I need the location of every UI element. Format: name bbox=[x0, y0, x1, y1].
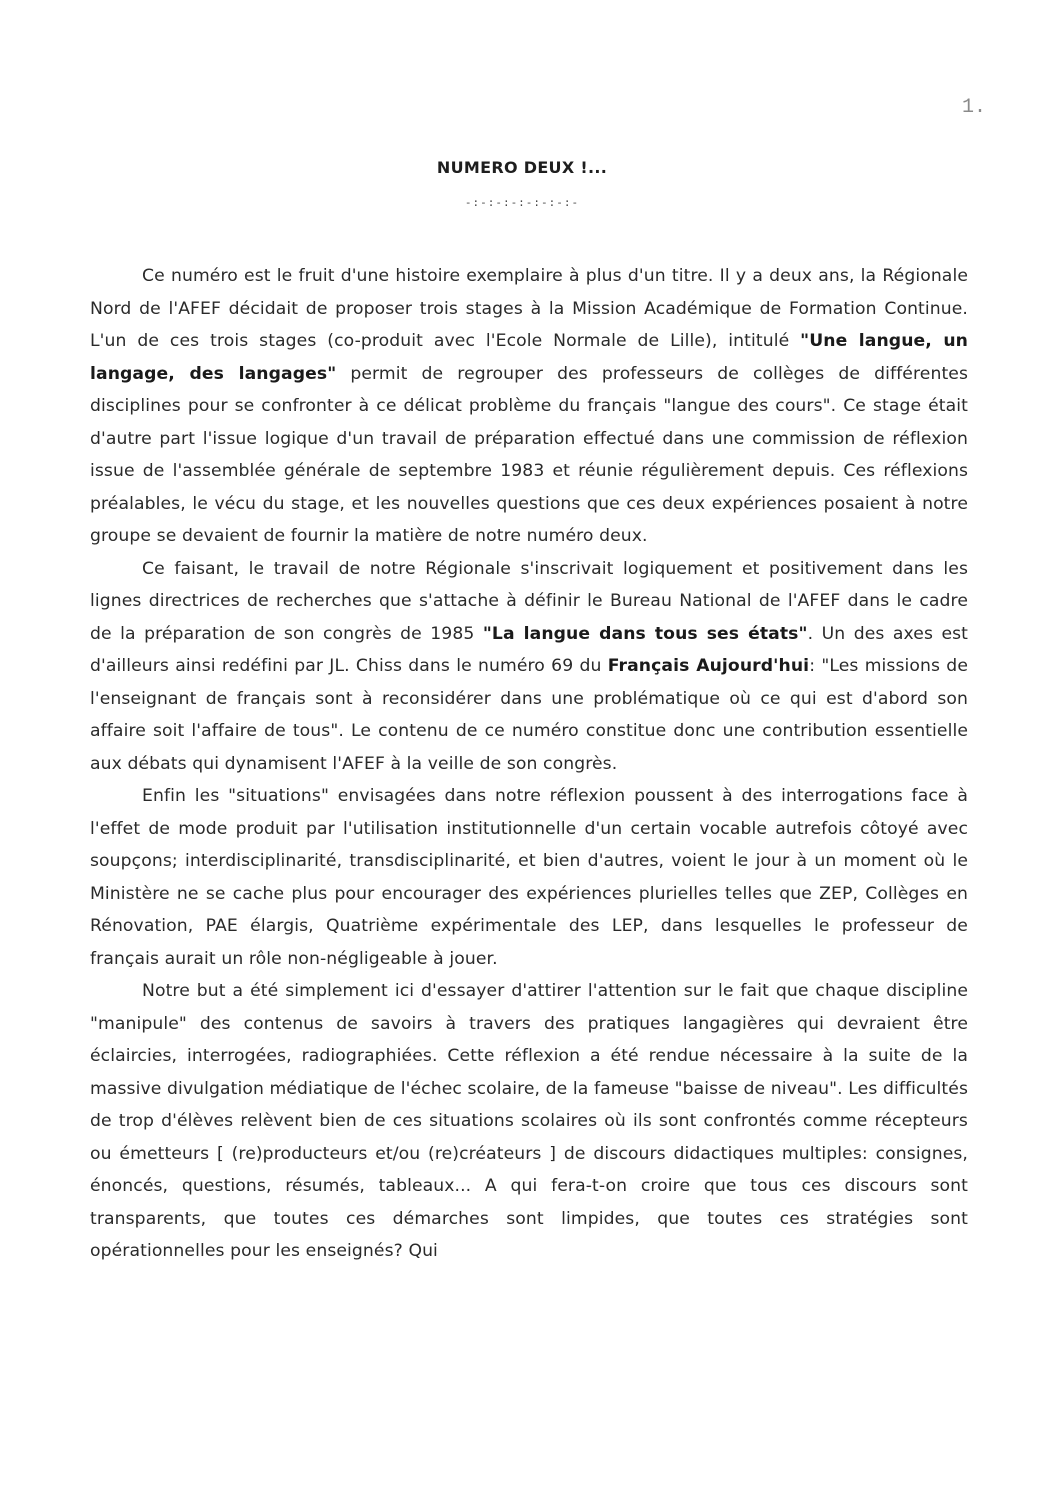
text-segment: permit de regrouper des professeurs de collèges de différentes disciplines pour se confronter à ce délicat problème du français "langue des cours". Ce stage était d'autre part l'issue logique d'un travail de préparation effectué dans une commission de réflexion issue de l'assemblée générale de septembre 1983 et réunie régulièrement depuis. Ces réflexions préalables, le vécu du stage, et les nouvelles questions que ces deux expériences posaient à notre groupe se devaient de fournir la matière de notre numéro deux. bbox=[90, 363, 969, 546]
text-segment: . Un des axes est d'ailleurs ainsi redéfini par JL. Chiss dans le numéro 69 du bbox=[90, 623, 969, 676]
text-segment: Enfin les "situations" envisagées dans notre réflexion poussent à des interrogations face à l'effet de mode produit par l'utilisation institutionnelle d'un certain vocable autrefois côtoyé avec soupçons; interdisciplinarité, transdisciplinarité, et bien d'autres, voient le jour à un moment où le Ministère ne se cache plus pour encourager des expériences plurielles telles que ZEP, Collèges en Rénovation, PAE élargis, Quatrième expérimentale des LEP, dans lesquelles le professeur de français aurait un rôle non-négligeable à jouer. bbox=[90, 786, 968, 969]
text-segment: Ce numéro est le fruit d'une histoire exemplaire à plus d'un titre. Il y a deux ans, la Régionale Nord de l'AFEF décidait de proposer trois stages à la Mission Académique de Formation Continue. L'un de ces trois stages (co-produit avec l'Ecole Normale de Lille), intitulé bbox=[90, 266, 968, 351]
text-segment: Ce faisant, le travail de notre Régionale s'inscrivait logiquement et positivement dans les lignes directrices de recherches que s'attache à définir le Bureau National de l'AFEF dans le cadre de la préparation de son congrès de 1985 bbox=[90, 558, 968, 644]
congress-title-emphasis: "La langue dans tous ses états" bbox=[482, 623, 808, 644]
paragraph-4 bbox=[90, 975, 968, 1268]
text-segment: Notre but a été simplement ici d'essayer d'attirer l'attention sur le fait que chaque discipline "manipule" des contenus de savoirs à travers des pratiques langagières qui devraient être éclaircies, interrogées, radiographiées. Cette réflexion a été rendue nécessaire à la suite de la massive divulgation médiatique de l'échec scolaire, de la fameuse "baisse de niveau". Les difficultés de trop d'élèves relèvent bien de ces situations scolaires où ils sont confrontés comme récepteurs ou émetteurs [ (re)producteurs et/ou (re)créateurs ] de discours didactiques multiples: consignes, énoncés, questions, résumés, tableaux... A qui fera-t-on croire que tous ces discours sont transparents, que toutes ces démarches sont limpides, que toutes ces stratégies sont opérationnelles pour les enseignés? Qui bbox=[90, 981, 968, 1261]
page-title: NUMERO DEUX !... bbox=[436, 158, 608, 177]
paragraph-1 bbox=[90, 260, 968, 553]
journal-title-emphasis: Français Aujourd'hui bbox=[607, 656, 810, 676]
stage-title-emphasis: "Une langue, un langage, des langages" bbox=[90, 331, 968, 384]
title-divider: -:-:-:-:-:-:-:- bbox=[464, 196, 580, 209]
page-number: 1. bbox=[962, 96, 987, 119]
paragraph-3 bbox=[90, 780, 968, 975]
document-body bbox=[90, 260, 968, 1268]
paragraph-2 bbox=[90, 553, 968, 781]
text-segment: : "Les missions de l'enseignant de français sont à reconsidérer dans une problématique où ce qui est d'abord son affaire soit l'affaire de tous". Le contenu de ce numéro constitue donc une contribution essentielle aux débats qui dynamisent l'AFEF à la veille de son congrès. bbox=[90, 656, 968, 774]
